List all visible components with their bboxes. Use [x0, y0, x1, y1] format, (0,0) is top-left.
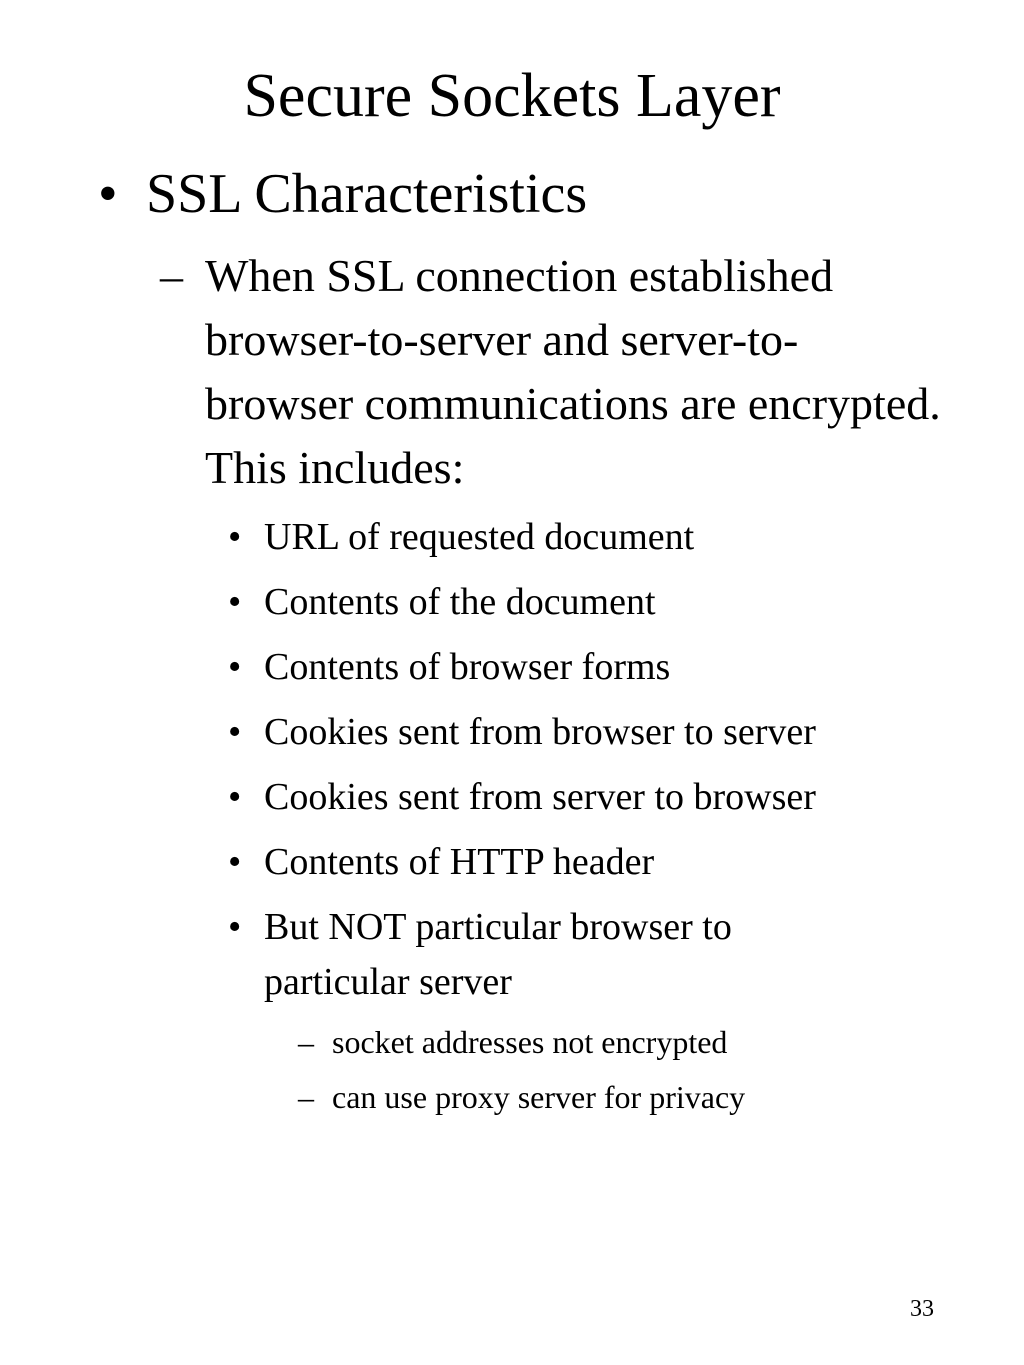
list-item-text: Cookies sent from browser to server	[264, 711, 816, 753]
sub-list-item-text: can use proxy server for privacy	[332, 1079, 746, 1115]
bullet-icon: •	[228, 906, 242, 948]
heading-text: SSL Characteristics	[146, 163, 588, 225]
bullet-icon: •	[228, 711, 242, 753]
sub-bullet-text: When SSL connection established browser-to-server and server-to-browser communications are encrypted. This includes:	[205, 250, 941, 493]
list-item-text: Contents of browser forms	[264, 646, 671, 688]
list-item-text: Contents of the document	[264, 581, 656, 623]
list-item-text: Contents of HTTP header	[264, 841, 655, 883]
bullet-icon: •	[228, 516, 242, 558]
dash-icon: –	[298, 1024, 314, 1060]
bullet-icon: •	[228, 646, 242, 688]
dash-icon: –	[160, 250, 183, 301]
slide-title: Secure Sockets Layer	[243, 62, 781, 130]
sub-list-item-text: socket addresses not encrypted	[332, 1024, 728, 1060]
bullet-icon: •	[228, 841, 242, 883]
list-item-text: URL of requested document	[264, 516, 695, 558]
list-item-text: But NOT particular browser to particular server	[264, 906, 732, 1003]
dash-icon: –	[298, 1079, 314, 1115]
bullet-icon: •	[228, 776, 242, 818]
bullet-icon: •	[98, 163, 118, 225]
list-item-text: Cookies sent from server to browser	[264, 776, 816, 818]
bullet-icon: •	[228, 581, 242, 623]
page-number: 33	[910, 1296, 934, 1322]
